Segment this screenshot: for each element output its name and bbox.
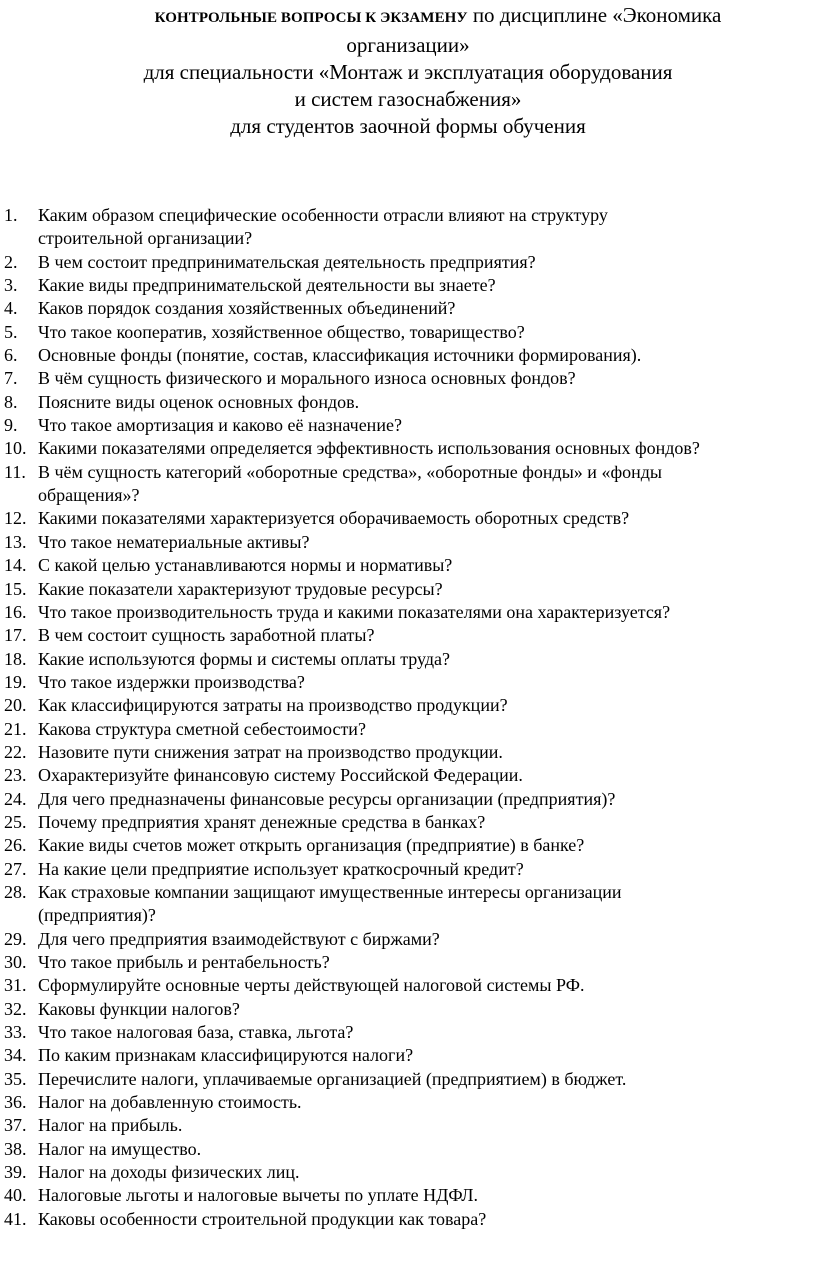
question-item (0, 648, 816, 671)
question-item (0, 601, 816, 624)
question-text: В чём сущность категорий «оборотные средства», «оборотные фонды» и «фонды (38, 461, 662, 482)
question-text: Как страховые компании защищают имущественные интересы организации (38, 881, 622, 902)
document-header (0, 2, 816, 140)
question-number: 25. (4, 811, 27, 832)
question-number: 3. (4, 275, 18, 296)
question-number: 36. (4, 1092, 27, 1113)
question-text: Налоговые льготы и налоговые вычеты по уплате НДФЛ. (38, 1185, 478, 1206)
question-item (0, 788, 816, 811)
question-number: 5. (4, 321, 18, 342)
question-number: 16. (4, 601, 27, 622)
question-number: 19. (4, 671, 27, 692)
question-text: Назовите пути снижения затрат на производство продукции. (38, 741, 503, 762)
question-item (0, 811, 816, 834)
question-number: 27. (4, 858, 27, 879)
question-number: 10. (4, 438, 27, 459)
question-item (0, 998, 816, 1021)
header-line-4: и систем газоснабжения» (294, 87, 522, 111)
question-text: Какие используются формы и системы оплаты труда? (38, 648, 451, 669)
question-text: Что такое налоговая база, ставка, льгота? (38, 1022, 354, 1043)
question-item (0, 834, 816, 857)
question-text: Каковы функции налогов? (38, 998, 240, 1019)
question-item (0, 297, 816, 320)
question-item (0, 531, 816, 554)
question-text: В чём сущность физического и морального износа основных фондов? (38, 368, 576, 389)
question-item (0, 554, 816, 577)
question-text: Что такое издержки производства? (38, 671, 305, 692)
question-item (0, 1184, 816, 1207)
question-item (0, 881, 816, 928)
question-item (0, 741, 816, 764)
question-number: 2. (4, 251, 18, 272)
question-number: 28. (4, 881, 27, 902)
question-text: Какими показателями определяется эффективность использования основных фондов? (38, 438, 700, 459)
question-number: 37. (4, 1115, 27, 1136)
question-text: Какие виды предпринимательской деятельности вы знаете? (38, 275, 496, 296)
question-text: В чем состоит сущность заработной платы? (38, 625, 375, 646)
question-number: 22. (4, 741, 27, 762)
question-number: 11. (4, 461, 26, 482)
question-number: 31. (4, 975, 27, 996)
question-text: Почему предприятия хранят денежные средства в банках? (38, 811, 486, 832)
question-item (0, 671, 816, 694)
question-item (0, 1044, 816, 1067)
question-text: Каковы особенности строительной продукции как товара? (38, 1208, 487, 1229)
question-number: 17. (4, 625, 27, 646)
question-number: 9. (4, 415, 18, 436)
question-text: Что такое производительность труда и какими показателями она характеризуется? (38, 601, 671, 622)
question-text: Сформулируйте основные черты действующей налоговой системы РФ. (38, 975, 585, 996)
question-item (0, 928, 816, 951)
question-text: Что такое нематериальные активы? (38, 531, 310, 552)
question-number: 14. (4, 555, 27, 576)
question-text: Для чего предназначены финансовые ресурсы организации (предприятия)? (38, 788, 616, 809)
question-item (0, 624, 816, 647)
question-text: Что такое кооператив, хозяйственное общество, товарищество? (38, 321, 525, 342)
question-text-continuation: (предприятия)? (38, 905, 156, 926)
question-item (0, 367, 816, 390)
question-item (0, 578, 816, 601)
question-item (0, 204, 816, 251)
question-text: Что такое амортизация и каково её назначение? (38, 415, 402, 436)
header-line-1 (0, 2, 816, 32)
question-text: Поясните виды оценок основных фондов. (38, 391, 360, 412)
question-number: 20. (4, 695, 27, 716)
question-text: Налог на добавленную стоимость. (38, 1092, 302, 1113)
question-text: Налог на прибыль. (38, 1115, 183, 1136)
question-number: 34. (4, 1045, 27, 1066)
question-text: В чем состоит предпринимательская деятельность предприятия? (38, 251, 536, 272)
question-text: Налог на имущество. (38, 1138, 202, 1159)
header-discipline: по дисциплине «Экономика (467, 3, 722, 27)
question-number: 29. (4, 928, 27, 949)
question-text: Какими показателями характеризуется оборачиваемость оборотных средств? (38, 508, 630, 529)
question-number: 13. (4, 531, 27, 552)
question-item (0, 951, 816, 974)
question-item (0, 414, 816, 437)
question-item (0, 974, 816, 997)
question-number: 6. (4, 345, 18, 366)
question-item (0, 1161, 816, 1184)
question-text: Перечислите налоги, уплачиваемые организацией (предприятием) в бюджет. (38, 1068, 627, 1089)
question-number: 35. (4, 1068, 27, 1089)
question-text: По каким признакам классифицируются налоги? (38, 1045, 414, 1066)
question-text: Что такое прибыль и рентабельность? (38, 952, 330, 972)
question-text: Каким образом специфические особенности отрасли влияют на структуру (38, 205, 608, 225)
question-item (0, 1091, 816, 1114)
question-item (0, 391, 816, 414)
question-number: 15. (4, 578, 27, 599)
question-item (0, 344, 816, 367)
header-line-3: для специальности «Монтаж и эксплуатация оборудования (143, 60, 673, 84)
question-text: Налог на доходы физических лиц. (38, 1162, 300, 1183)
question-item (0, 251, 816, 274)
question-item (0, 274, 816, 297)
question-text: Для чего предприятия взаимодействуют с биржами? (38, 928, 440, 949)
question-item (0, 461, 816, 508)
question-text: Как классифицируются затраты на производство продукции? (38, 695, 508, 716)
question-item (0, 321, 816, 344)
question-number: 8. (4, 391, 18, 412)
question-item (0, 1021, 816, 1044)
question-number: 4. (4, 298, 18, 319)
question-item (0, 858, 816, 881)
question-text: Какие виды счетов может открыть организация (предприятие) в банке? (38, 835, 585, 856)
question-number: 23. (4, 765, 27, 786)
question-number: 1. (4, 205, 18, 225)
question-item (0, 1114, 816, 1137)
question-item (0, 1208, 816, 1231)
question-number: 38. (4, 1138, 27, 1159)
question-text: С какой целью устанавливаются нормы и нормативы? (38, 555, 453, 576)
header-caps-title: КОНТРОЛЬНЫЕ ВОПРОСЫ К ЭКЗАМЕНУ (154, 10, 468, 26)
question-number: 40. (4, 1185, 27, 1206)
question-item (0, 507, 816, 530)
question-text: Каков порядок создания хозяйственных объединений? (38, 298, 456, 319)
question-number: 26. (4, 835, 27, 856)
header-line-5: для студентов заочной формы обучения (230, 114, 586, 138)
question-number: 21. (4, 718, 27, 739)
question-number: 32. (4, 998, 27, 1019)
header-line-2: организации» (346, 33, 470, 57)
question-item (0, 1138, 816, 1161)
question-number: 39. (4, 1162, 27, 1183)
question-text: Какова структура сметной себестоимости? (38, 718, 366, 739)
questions-list (0, 204, 816, 1231)
question-item (0, 437, 816, 460)
question-number: 30. (4, 952, 27, 972)
question-number: 12. (4, 508, 27, 529)
question-text-continuation: обращения»? (38, 485, 140, 506)
question-number: 41. (4, 1208, 27, 1229)
question-item (0, 764, 816, 787)
question-item (0, 694, 816, 717)
question-text: Охарактеризуйте финансовую систему Российской Федерации. (38, 765, 523, 786)
question-number: 33. (4, 1022, 27, 1043)
question-item (0, 718, 816, 741)
question-text: Основные фонды (понятие, состав, классификация источники формирования). (38, 345, 642, 366)
question-item (0, 1068, 816, 1091)
question-text: На какие цели предприятие использует краткосрочный кредит? (38, 858, 524, 879)
question-number: 18. (4, 648, 27, 669)
question-text-continuation: строительной организации? (38, 228, 253, 249)
question-text: Какие показатели характеризуют трудовые ресурсы? (38, 578, 443, 599)
question-number: 7. (4, 368, 18, 389)
question-number: 24. (4, 788, 27, 809)
